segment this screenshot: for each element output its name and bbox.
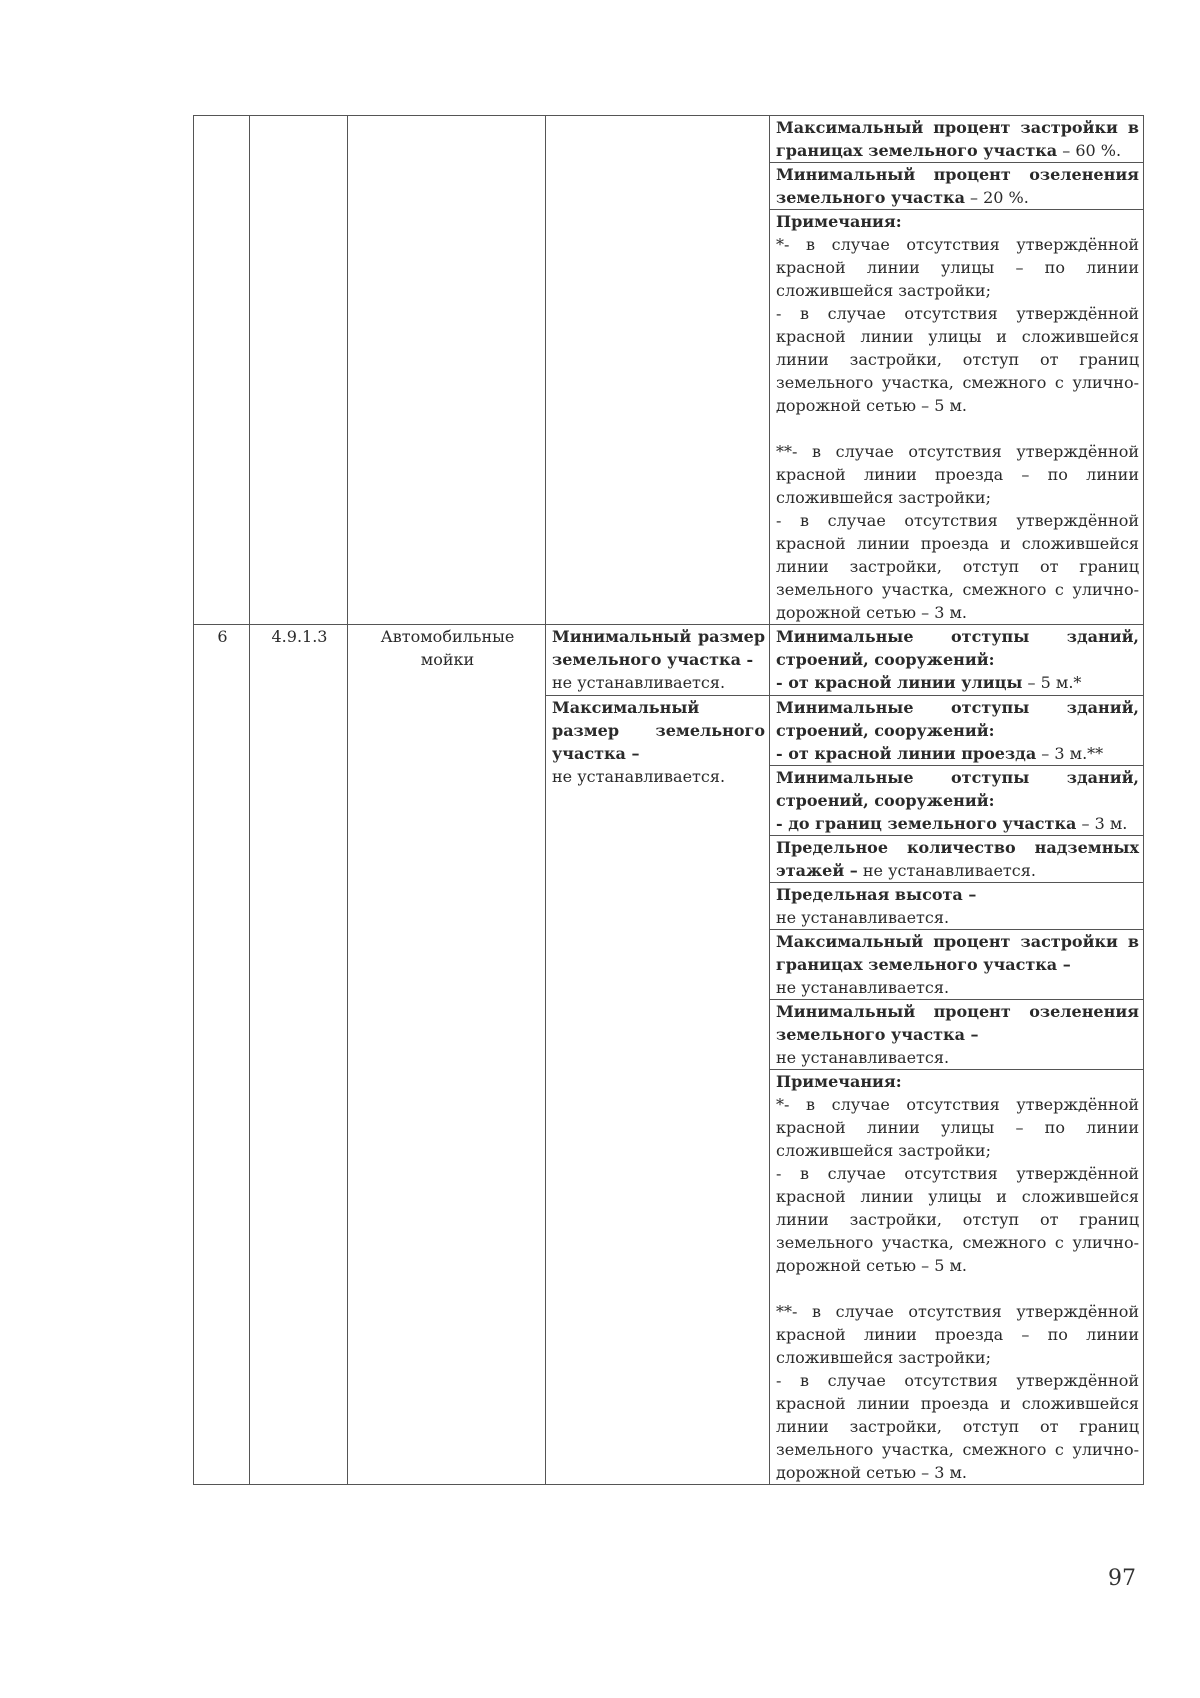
note-paragraph: **- в случае отсутствия утверждённой красной линии проезда – по линии сложившейся застройки; (776, 442, 1139, 507)
notes-cell (770, 210, 1144, 625)
size-cell (546, 116, 770, 625)
note-paragraph: - в случае отсутствия утверждённой красной линии улицы и сложившейся линии застройки, отступ от границ земельного участка, смежного с улично-дорожной сетью – 5 м. (776, 304, 1139, 415)
note-paragraph: - в случае отсутствия утверждённой красной линии проезда и сложившейся линии застройки, отступ от границ земельного участка, смежного с улично-дорожной сетью – 3 м. (776, 511, 1139, 622)
floors-cell: Предельное количество надземных этажей – не устанавливается. (770, 836, 1144, 883)
notes-title: Примечания: (776, 1072, 902, 1091)
regulations-table (193, 115, 1144, 1485)
num-cell (194, 116, 250, 625)
note-paragraph: - в случае отсутствия утверждённой красной линии проезда и сложившейся линии застройки, отступ от границ земельного участка, смежного с улично-дорожной сетью – 3 м. (776, 1371, 1139, 1482)
note-paragraph: *- в случае отсутствия утверждённой красной линии улицы – по линии сложившейся застройки; (776, 1095, 1139, 1160)
row-number: 6 (194, 625, 250, 1485)
max-build-pct-cell: Максимальный процент застройки в границах земельного участка – не устанавливается. (770, 930, 1144, 1000)
max-build-pct-cell: Максимальный процент застройки в границах земельного участка – 60 %. (770, 116, 1144, 163)
min-size-cell: Минимальный размер земельного участка - не устанавливается. (546, 625, 770, 696)
use-code: 4.9.1.3 (250, 625, 348, 1485)
indent-border-cell: Минимальные отступы зданий, строений, сооружений: - до границ земельного участка – 3 м. (770, 766, 1144, 836)
notes-cell (770, 1070, 1144, 1485)
note-paragraph: **- в случае отсутствия утверждённой красной линии проезда – по линии сложившейся застройки; (776, 1302, 1139, 1367)
indent-passage-cell: Минимальные отступы зданий, строений, сооружений: - от красной линии проезда – 3 м.** (770, 696, 1144, 766)
min-green-pct-cell: Минимальный процент озеленения земельного участка – 20 %. (770, 163, 1144, 210)
notes-title: Примечания: (776, 212, 902, 231)
note-paragraph: *- в случае отсутствия утверждённой красной линии улицы – по линии сложившейся застройки; (776, 235, 1139, 300)
table-row (194, 116, 1144, 163)
use-name: Автомобильные мойки (348, 625, 546, 1485)
height-cell: Предельная высота – не устанавливается. (770, 883, 1144, 930)
note-paragraph: - в случае отсутствия утверждённой красной линии улицы и сложившейся линии застройки, отступ от границ земельного участка, смежного с улично-дорожной сетью – 5 м. (776, 1164, 1139, 1275)
indent-street-cell: Минимальные отступы зданий, строений, сооружений: - от красной линии улицы – 5 м.* (770, 625, 1144, 696)
name-cell (348, 116, 546, 625)
code-cell (250, 116, 348, 625)
max-size-cell: Максимальный размер земельного участка – не устанавливается. (546, 696, 770, 1485)
page-number: 97 (1108, 1566, 1136, 1591)
min-green-pct-cell: Минимальный процент озеленения земельного участка – не устанавливается. (770, 1000, 1144, 1070)
table-row (194, 625, 1144, 696)
